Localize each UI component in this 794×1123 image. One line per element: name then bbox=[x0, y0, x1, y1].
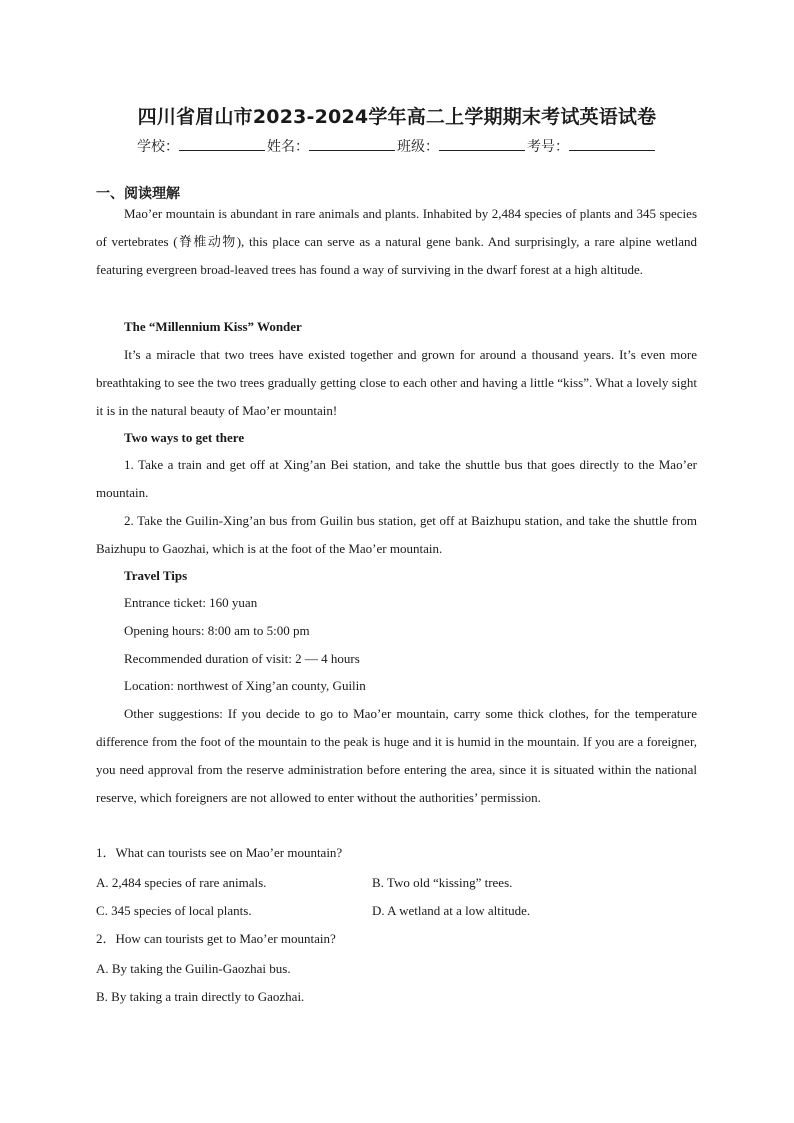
exam-number-label: 考号： bbox=[527, 139, 569, 155]
school-label: 学校： bbox=[137, 139, 179, 155]
tip-duration: Recommended duration of visit: 2 — 4 hours bbox=[124, 651, 360, 666]
q1-option-a: A. 2,484 species of rare animals. bbox=[96, 875, 267, 890]
other-suggestions-paragraph: Other suggestions: If you decide to go to Mao’er mountain, carry some thick clothes, for the temperature difference from the foot of the mountain to the peak is huge and it is humid in the mountain. If you are a foreigner, you need approval from the reserve administration before entering the area, since it is situated within the national reserve, which foreigners are not allowed to enter without the authorities’ permission. bbox=[96, 706, 697, 805]
q1-option-c: C. 345 species of local plants. bbox=[96, 903, 252, 918]
kiss-paragraph: It’s a miracle that two trees have existed together and grown for around a thousand years. It’s even more breathtaking to see the two trees gradually getting close to each other and having a little “kiss”. What a lovely sight it is in the natural beauty of Mao’er mountain! bbox=[96, 347, 697, 418]
subheading-ways: Two ways to get there bbox=[124, 430, 245, 445]
question-1: 1．What can tourists see on Mao’er mountain? bbox=[96, 845, 343, 860]
tip-ticket: Entrance ticket: 160 yuan bbox=[124, 595, 258, 610]
name-blank bbox=[309, 137, 395, 151]
student-info-line bbox=[0, 136, 794, 156]
tip-hours: Opening hours: 8:00 am to 5:00 pm bbox=[124, 623, 310, 638]
way-1-paragraph: 1. Take a train and get off at Xing’an Bei station, and take the shuttle bus that goes directly to the Mao’er mountain. bbox=[96, 457, 697, 500]
q2-option-b: B. By taking a train directly to Gaozhai. bbox=[96, 989, 305, 1004]
subheading-kiss: The “Millennium Kiss” Wonder bbox=[124, 319, 302, 334]
class-blank bbox=[439, 137, 525, 151]
name-label: 姓名： bbox=[267, 139, 309, 155]
section-heading: 一、阅读理解 bbox=[96, 186, 180, 202]
intro-paragraph: Mao’er mountain is abundant in rare animals and plants. Inhabited by 2,484 species of plants and 345 species of vertebrates (脊椎动物), this place can serve as a natural gene bank. And surprisingly, a rare alpine wetland featuring evergreen broad-leaved trees has found a way of surviving in the dwarf forest at a high altitude. bbox=[96, 206, 697, 277]
q1-option-b: B. Two old “kissing” trees. bbox=[372, 875, 513, 890]
tip-location: Location: northwest of Xing’an county, Guilin bbox=[124, 678, 366, 693]
school-blank bbox=[179, 137, 265, 151]
q2-option-a: A. By taking the Guilin-Gaozhai bus. bbox=[96, 961, 291, 976]
subheading-tips: Travel Tips bbox=[124, 568, 188, 583]
question-2: 2．How can tourists get to Mao’er mountain? bbox=[96, 931, 336, 946]
exam-number-blank bbox=[569, 137, 655, 151]
class-label: 班级： bbox=[397, 139, 439, 155]
q1-option-d: D. A wetland at a low altitude. bbox=[372, 903, 531, 918]
exam-title: 四川省眉山市2023-2024学年高二上学期期末考试英语试卷 bbox=[137, 106, 657, 128]
way-2-paragraph: 2. Take the Guilin-Xing’an bus from Guilin bus station, get off at Baizhupu station, and take the shuttle from Baizhupu to Gaozhai, which is at the foot of the Mao’er mountain. bbox=[96, 513, 697, 556]
